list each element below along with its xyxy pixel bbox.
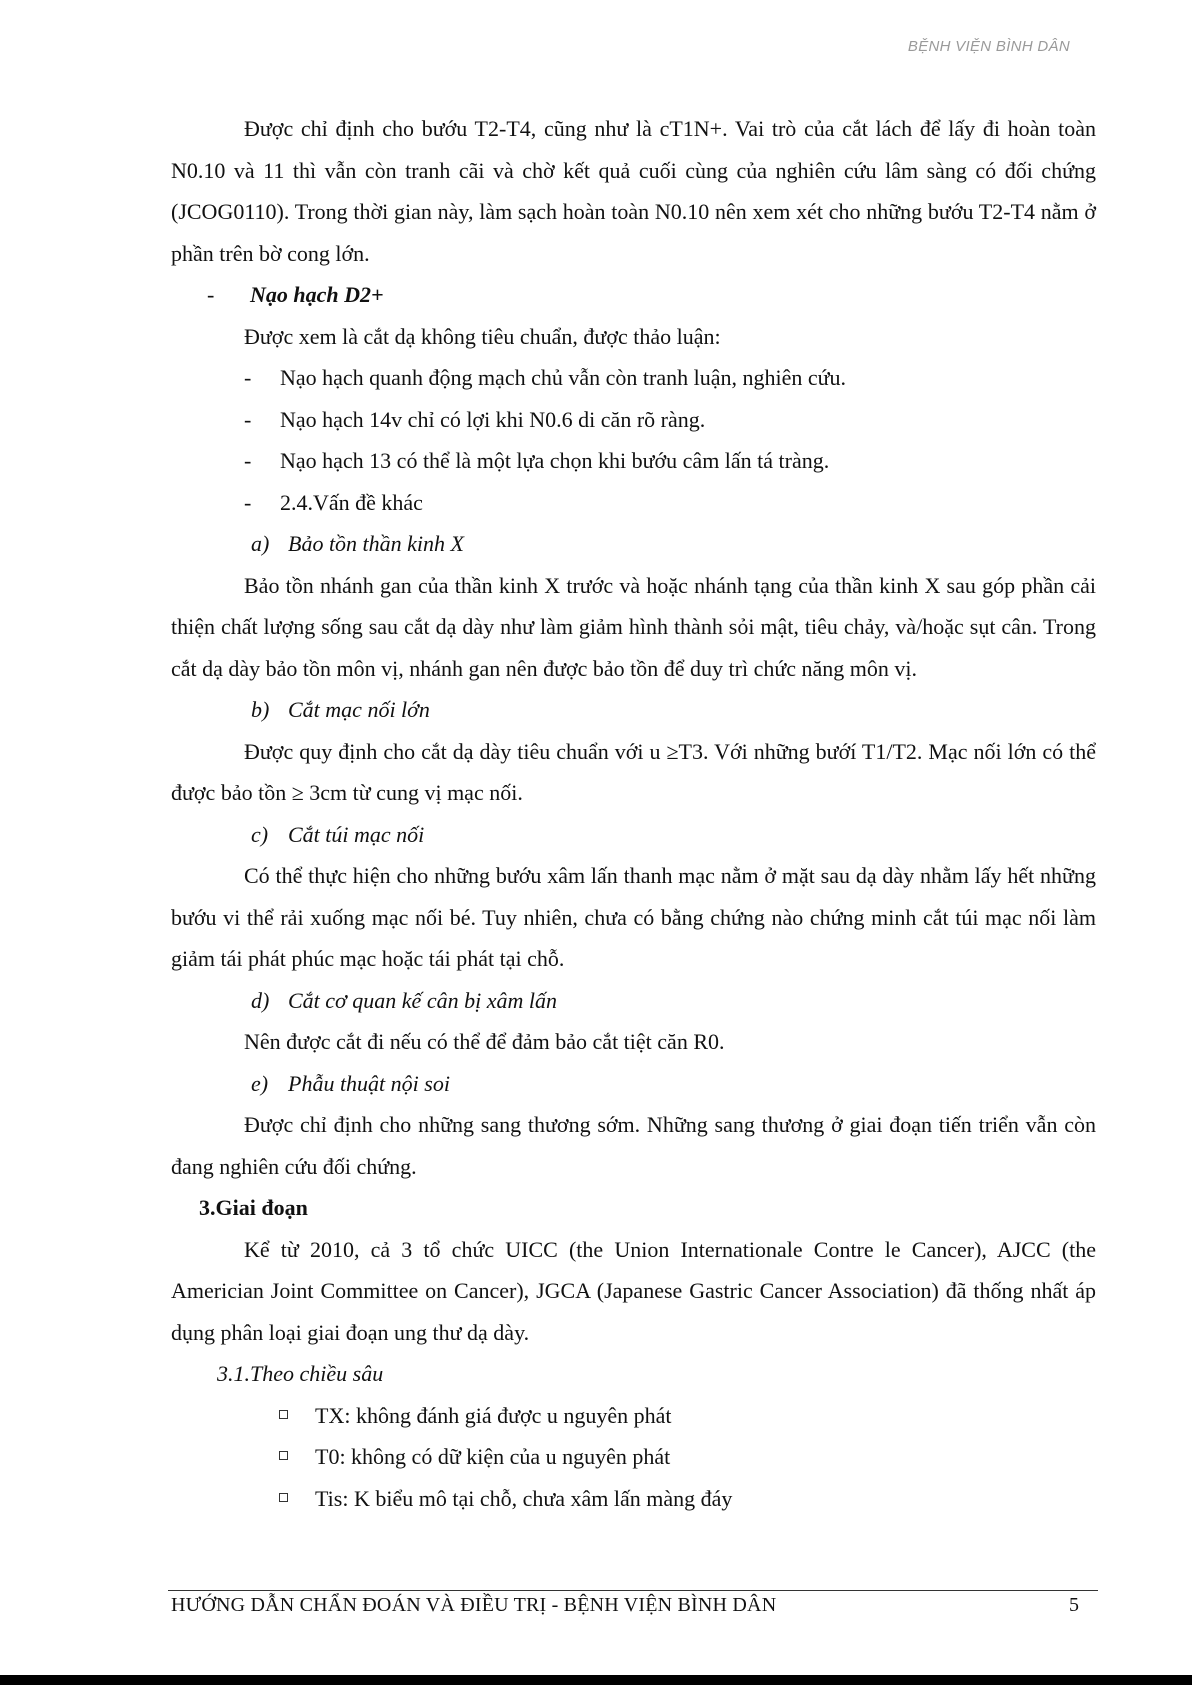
list-dash: - [244, 365, 252, 390]
list-dash: - [244, 406, 252, 432]
heading-e-label: e) [251, 1070, 269, 1096]
paragraph-c: Có thể thực hiện cho những bướu xâm lấn thanh mạc nằm ở mặt sau dạ dày nhằm lấy hết những bướu vi thể rải xuống mạc nối bé. Tuy nhiên, chưa có bằng chứng nào chứng minh cắt túi mạc nối làm giảm tái phát phúc mạc hoặc tái phát tại chỗ. [171, 863, 1096, 971]
heading-d-title: Cắt cơ quan kế cân bị xâm lấn [288, 987, 557, 1013]
d2-intro: Được xem là cắt dạ không tiêu chuẩn, được thảo luận: [244, 323, 721, 349]
list-item [171, 1395, 1096, 1437]
paragraph-spleen: Được chỉ định cho bướu T2-T4, cũng như là cT1N+. Vai trò của cắt lách để lấy đi hoàn toàn N0.10 và 11 thì vẫn còn tranh cãi và chờ kết quả cuối cùng của nghiên cứu lâm sàng có đối chứng (JCOG0110). Trong thời gian này, làm sạch hoàn toàn N0.10 nên xem xét cho những bướu T2-T4 nằm ở phần trên bờ cong lớn. [171, 116, 1096, 266]
list-item-text: T0: không có dữ kiện của u nguyên phát [315, 1444, 671, 1469]
list-item-text: TX: không đánh giá được u nguyên phát [315, 1402, 672, 1428]
square-bullet-icon [279, 1410, 288, 1419]
heading-b-title: Cắt mạc nối lớn [288, 697, 430, 722]
list-dash: - [244, 489, 252, 515]
heading-dash: - [207, 282, 215, 307]
list-item [171, 1436, 1096, 1478]
heading-d-label: d) [251, 987, 270, 1013]
heading-c [171, 814, 1096, 856]
square-bullet-icon [279, 1493, 288, 1502]
list-item [171, 482, 1096, 524]
paragraph-d: Nên được cắt đi nếu có thể để đảm bảo cắt tiệt căn R0. [244, 1029, 725, 1054]
list-dash: - [244, 448, 252, 473]
paragraph-b: Được quy định cho cắt dạ dày tiêu chuẩn với u ≥T3. Với những bướí T1/T2. Mạc nối lớn có thể được bảo tồn ≥ 3cm từ cung vị mạc nối. [171, 738, 1096, 805]
square-bullet-icon [279, 1451, 288, 1460]
paragraph-e: Được chỉ định cho những sang thương sớm. Những sang thương ở giai đoạn tiến triển vẫn còn đang nghiên cứu đối chứng. [171, 1112, 1096, 1179]
list-item-text: Tis: K biểu mô tại chỗ, chưa xâm lấn màng đáy [315, 1485, 733, 1511]
heading-b-label: b) [251, 697, 270, 722]
subsection-3-1-title: 3.1.Theo chiều sâu [217, 1361, 384, 1386]
heading-d2-plus [171, 274, 1096, 316]
paragraph-a: Bảo tồn nhánh gan của thần kinh X trước và hoặc nhánh tạng của thần kinh X sau góp phần cải thiện chất lượng sống sau cắt dạ dày như làm giảm hình thành sỏi mật, tiêu chảy, và/hoặc sụt cân. Trong cắt dạ dày bảo tồn môn vị, nhánh gan nên được bảo tồn để duy trì chức năng môn vị. [171, 572, 1096, 681]
heading-a [171, 523, 1096, 565]
heading-b [171, 689, 1096, 731]
list-item-text: 2.4.Vấn đề khác [280, 489, 423, 515]
heading-c-title: Cắt túi mạc nối [288, 821, 425, 847]
page-number: 5 [1069, 1594, 1079, 1616]
list-item [171, 399, 1096, 441]
list-item [171, 440, 1096, 482]
paragraph-section-3: Kể từ 2010, cả 3 tổ chức UICC (the Union Internationale Contre le Cancer), AJCC (the Americian Joint Committee on Cancer), JGCA (Japanese Gastric Cancer Association) đã thống nhất áp dụng phân loại giai đoạn ung thư dạ dày. [171, 1236, 1096, 1345]
bottom-edge-bar [0, 1675, 1192, 1685]
heading-e [171, 1063, 1096, 1105]
list-item-text: Nạo hạch 14v chỉ có lợi khi N0.6 di căn rõ ràng. [280, 406, 706, 432]
list-item [171, 1478, 1096, 1520]
list-item-text: Nạo hạch quanh động mạch chủ vẫn còn tranh luận, nghiên cứu. [280, 365, 847, 390]
heading-d [171, 980, 1096, 1022]
heading-c-label: c) [251, 821, 269, 847]
heading-a-label: a) [251, 531, 270, 556]
heading-d2-title: Nạo hạch D2+ [250, 282, 384, 307]
page-header: BỆNH VIỆN BÌNH DÂN [907, 38, 1070, 55]
list-item [171, 357, 1096, 399]
list-item-text: Nạo hạch 13 có thể là một lựa chọn khi bướu câm lấn tá tràng. [280, 448, 830, 473]
heading-a-title: Bảo tồn thần kinh X [288, 531, 464, 556]
section-3-title: 3.Giai đoạn [199, 1195, 308, 1220]
footer-divider [168, 1590, 1098, 1591]
document-body [171, 108, 1096, 1519]
footer-title: HƯỚNG DẪN CHẨN ĐOÁN VÀ ĐIỀU TRỊ - BỆNH VIỆN BÌNH DÂN [171, 1594, 777, 1616]
heading-e-title: Phẫu thuật nội soi [288, 1070, 450, 1096]
